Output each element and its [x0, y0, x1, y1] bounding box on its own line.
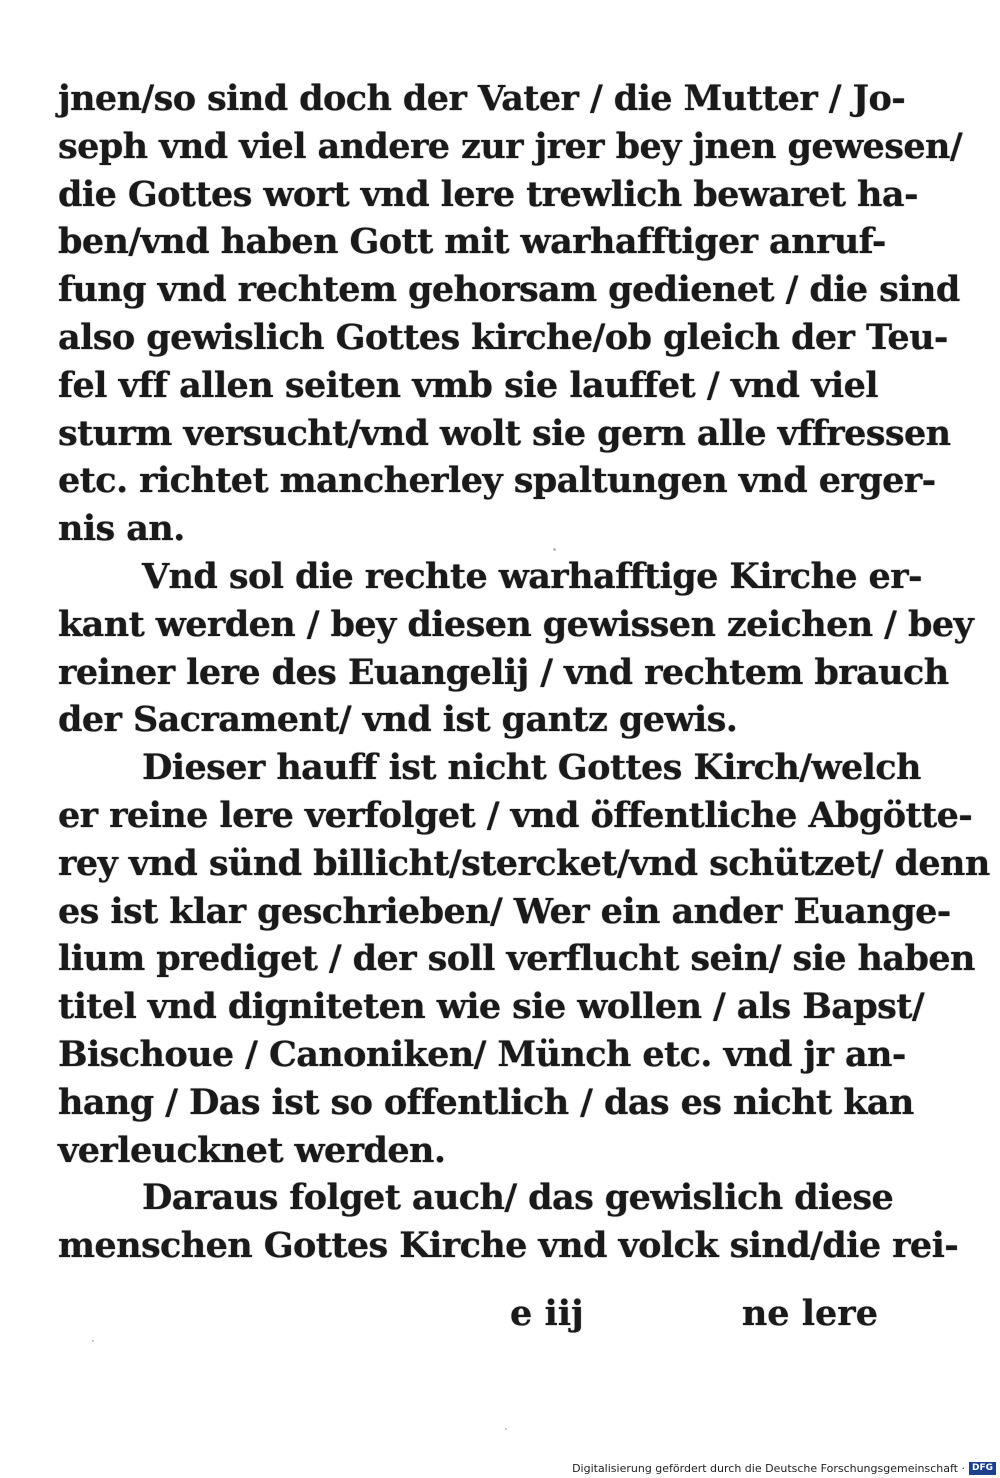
text-line: nis an. — [58, 508, 185, 550]
text-line: also gewislich Gottes kirche/ob gleich der Teu- — [58, 316, 948, 358]
text-line: jnen/so sind doch der Vater / die Mutter / Jo- — [58, 78, 906, 119]
text-line: fung vnd rechtem gehorsam gedienet / die sind — [58, 269, 960, 311]
text-line: sturm versucht/vnd wolt sie gern alle vffressen — [58, 412, 951, 454]
text-line: menschen Gottes Kirche vnd volck sind/die rei- — [58, 1225, 959, 1267]
text-line: die Gottes wort vnd lere trewlich bewaret ha- — [58, 173, 918, 215]
text-line: ben/vnd haben Gott mit warhafftiger anruf- — [58, 221, 886, 263]
text-line: Daraus folget auch/ das gewislich diese — [142, 1177, 894, 1219]
text-line: Dieser hauff ist nicht Gottes Kirch/welch — [142, 747, 921, 789]
credit-text: Digitalisierung gefördert durch die Deutsche Forschungsgemeinschaft · — [572, 1462, 965, 1475]
body-text — [58, 75, 990, 1270]
text-line: er reine lere verfolget / vnd öffentliche Abgötte- — [58, 794, 973, 836]
signature-mark: e iij — [510, 1293, 584, 1334]
text-line: fel vff allen seiten vmb sie lauffet / vnd viel — [58, 364, 878, 406]
text-line: kant werden / bey diesen gewissen zeichen / bey — [58, 603, 974, 645]
paper-speck — [92, 1340, 94, 1342]
text-line: verleucknet werden. — [58, 1129, 446, 1171]
text-line: es ist klar geschrieben/ Wer ein ander Euange- — [58, 890, 951, 932]
text-line: lium prediget / der soll verflucht sein/ sie haben — [58, 938, 975, 980]
paper-speck — [505, 1428, 507, 1430]
digitization-credit — [572, 1462, 996, 1475]
dfg-logo-icon: DFG — [969, 1462, 996, 1475]
text-line: rey vnd sünd billicht/stercket/vnd schützet/ denn — [58, 842, 990, 884]
text-line: seph vnd viel andere zur jrer bey jnen gewesen/ — [58, 125, 963, 167]
text-line: Vnd sol die rechte warhafftige Kirche er- — [142, 555, 922, 597]
text-line: hang / Das ist so offentlich / das es nicht kan — [58, 1081, 914, 1123]
page-footer — [58, 1290, 878, 1338]
text-line: der Sacrament/ vnd ist gantz gewis. — [58, 699, 738, 741]
text-line: reiner lere des Euangelij / vnd rechtem brauch — [58, 651, 949, 693]
text-line: Bischoue / Canoniken/ Münch etc. vnd jr an- — [58, 1033, 906, 1075]
text-line: titel vnd digniteten wie sie wollen / als Bapst/ — [58, 986, 925, 1028]
catchword: ne lere — [741, 1293, 878, 1334]
text-line: etc. richtet mancherley spaltungen vnd erger- — [58, 460, 936, 502]
